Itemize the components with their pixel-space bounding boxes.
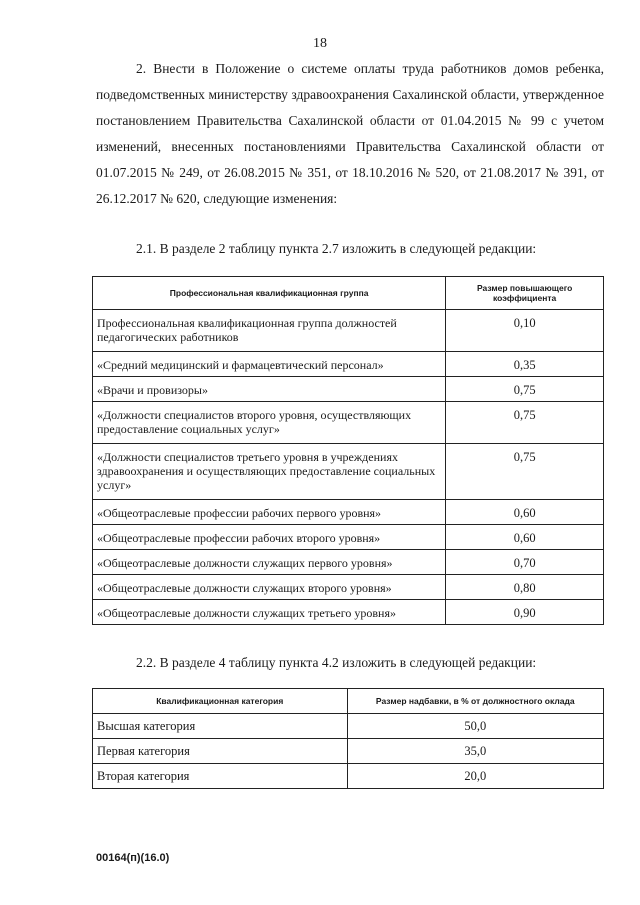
allowance-value-cell: 20,0 <box>347 764 603 789</box>
table-row <box>93 402 604 444</box>
qualification-group-cell: «Средний медицинский и фармацевтический персонал» <box>93 352 446 377</box>
allowance-table <box>92 688 604 789</box>
section-2-2-heading: 2.2. В разделе 4 таблицу пункта 4.2 изложить в следующей редакции: <box>136 655 537 670</box>
page-number: 18 <box>313 36 327 51</box>
coefficient-value-cell: 0,90 <box>446 600 604 625</box>
qualification-group-cell: Профессиональная квалификационная группа должностей педагогических работников <box>93 310 446 352</box>
table-row <box>93 550 604 575</box>
coefficient-value-cell: 0,70 <box>446 550 604 575</box>
allowance-value-cell: 50,0 <box>347 714 603 739</box>
table-row <box>93 739 604 764</box>
qualification-group-cell: «Общеотраслевые профессии рабочих первого уровня» <box>93 500 446 525</box>
intro-paragraph: 2. Внести в Положение о системе оплаты труда работников домов ребенка, подведомственных министерству здравоохранения Сахалинской области, утвержденное постановлением Правительства Сахалинской области от 01.04.2015 № 99 с учетом изменений, внесенных постановлениями Правительства Сахалинской области от 01.07.2015 № 249, от 26.08.2015 № 351, от 18.10.2016 № 520, от 21.08.2017 № 391, от 26.12.2017 № 620, следующие изменения: <box>96 61 604 206</box>
qualification-group-cell: «Общеотраслевые должности служащих первого уровня» <box>93 550 446 575</box>
coefficient-value-cell: 0,60 <box>446 500 604 525</box>
qualification-group-cell: «Общеотраслевые профессии рабочих второго уровня» <box>93 525 446 550</box>
coefficient-value-cell: 0,10 <box>446 310 604 352</box>
qualification-group-cell: «Общеотраслевые должности служащих третьего уровня» <box>93 600 446 625</box>
table-row <box>93 310 604 352</box>
qualification-group-cell: «Общеотраслевые должности служащих второго уровня» <box>93 575 446 600</box>
table-header-row <box>93 689 604 714</box>
coefficient-value-cell: 0,80 <box>446 575 604 600</box>
coefficient-value-cell: 0,60 <box>446 525 604 550</box>
coefficient-value-cell: 0,75 <box>446 377 604 402</box>
coefficient-value-cell: 0,75 <box>446 402 604 444</box>
qualification-group-cell: «Должности специалистов второго уровня, осуществляющих предоставление социальных услуг» <box>93 402 446 444</box>
category-cell: Первая категория <box>93 739 348 764</box>
table-row <box>93 352 604 377</box>
category-cell: Вторая категория <box>93 764 348 789</box>
document-code: 00164(п)(16.0) <box>96 852 170 864</box>
table-row <box>93 500 604 525</box>
table-row <box>93 600 604 625</box>
table-row <box>93 377 604 402</box>
table-row <box>93 764 604 789</box>
allowance-value-cell: 35,0 <box>347 739 603 764</box>
table-row <box>93 575 604 600</box>
coefficient-value-cell: 0,35 <box>446 352 604 377</box>
column-header-group: Профессиональная квалификационная группа <box>93 277 446 310</box>
table-row <box>93 444 604 500</box>
column-header-category: Квалификационная категория <box>93 689 348 714</box>
category-cell: Высшая категория <box>93 714 348 739</box>
table-header-row <box>93 277 604 310</box>
qualification-group-cell: «Врачи и провизоры» <box>93 377 446 402</box>
table-row <box>93 714 604 739</box>
coefficient-value-cell: 0,75 <box>446 444 604 500</box>
section-2-1-heading: 2.1. В разделе 2 таблицу пункта 2.7 изложить в следующей редакции: <box>136 241 537 256</box>
column-header-allowance: Размер надбавки, в % от должностного оклада <box>347 689 603 714</box>
table-row <box>93 525 604 550</box>
coefficient-table <box>92 276 604 625</box>
column-header-coefficient: Размер повышающего коэффициента <box>446 277 604 310</box>
qualification-group-cell: «Должности специалистов третьего уровня в учреждениях здравоохранения и осуществляющих предоставление социальных услуг» <box>93 444 446 500</box>
